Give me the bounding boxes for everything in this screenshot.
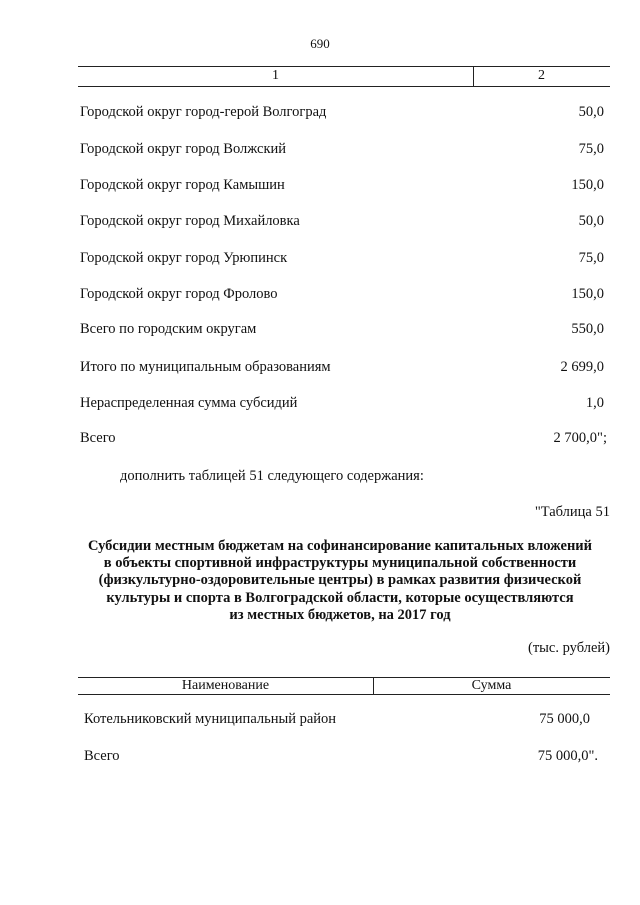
table2-header-col2: Сумма: [471, 678, 512, 693]
table1-row-value: 2 700,0";: [553, 430, 607, 446]
table1-row-label: Всего по городским округам: [80, 321, 257, 337]
table1-row-label: Городской округ город Волжский: [80, 141, 287, 157]
table1-row-label: Нераспределенная сумма субсидий: [80, 395, 298, 411]
units-note: (тыс. рублей): [528, 640, 610, 656]
table1-row-value: 1,0: [585, 395, 604, 411]
table1-row-value: 50,0: [578, 213, 604, 229]
table2-row-value: 75 000,0: [539, 711, 590, 727]
table1-row-label: Итого по муниципальным образованиям: [80, 359, 331, 375]
table2-row-value: 75 000,0".: [537, 748, 598, 764]
title-line: культуры и спорта в Волгоградской области, которые осуществляются: [106, 589, 574, 606]
title-line: в объекты спортивной инфраструктуры муниципальной собственности: [103, 555, 577, 572]
table2-row-label: Котельниковский муниципальный район: [84, 711, 337, 727]
title-line: (физкультурно-оздоровительные центры) в рамках развития физической: [98, 572, 582, 589]
table1-row-label: Всего: [80, 430, 116, 446]
table1-header-col2: 2: [538, 68, 545, 83]
table1-header-col1: 1: [272, 68, 279, 83]
table1-row-label: Городской округ город Камышин: [80, 177, 285, 193]
table-caption: "Таблица 51: [534, 504, 610, 520]
page-number: 690: [310, 36, 330, 51]
table-title: [60, 538, 620, 624]
table1-header-top-rule: [78, 66, 610, 67]
table1-row-value: 550,0: [571, 321, 604, 337]
title-line: из местных бюджетов, на 2017 год: [229, 606, 451, 623]
table1-row-label: Городской округ город-герой Волгоград: [80, 104, 327, 120]
lead-text: дополнить таблицей 51 следующего содержания:: [120, 468, 424, 484]
table1-row-value: 2 699,0: [560, 359, 604, 375]
table1-header-bottom-rule: [78, 86, 610, 87]
table1-row-value: 75,0: [578, 141, 604, 157]
table1-row-value: 75,0: [578, 250, 604, 266]
table1-row-label: Городской округ город Михайловка: [80, 213, 300, 229]
table1-row-value: 150,0: [571, 286, 604, 302]
table1-row-label: Городской округ город Урюпинск: [80, 250, 288, 266]
table2-row-label: Всего: [84, 748, 120, 764]
table1-row-value: 150,0: [571, 177, 604, 193]
table2-header-bottom-rule: [78, 694, 610, 695]
title-line: Субсидии местным бюджетам на софинансирование капитальных вложений: [87, 538, 593, 554]
table1-row-label: Городской округ город Фролово: [80, 286, 278, 302]
table2-header-col1: Наименование: [181, 678, 270, 693]
table1-row-value: 50,0: [578, 104, 604, 120]
